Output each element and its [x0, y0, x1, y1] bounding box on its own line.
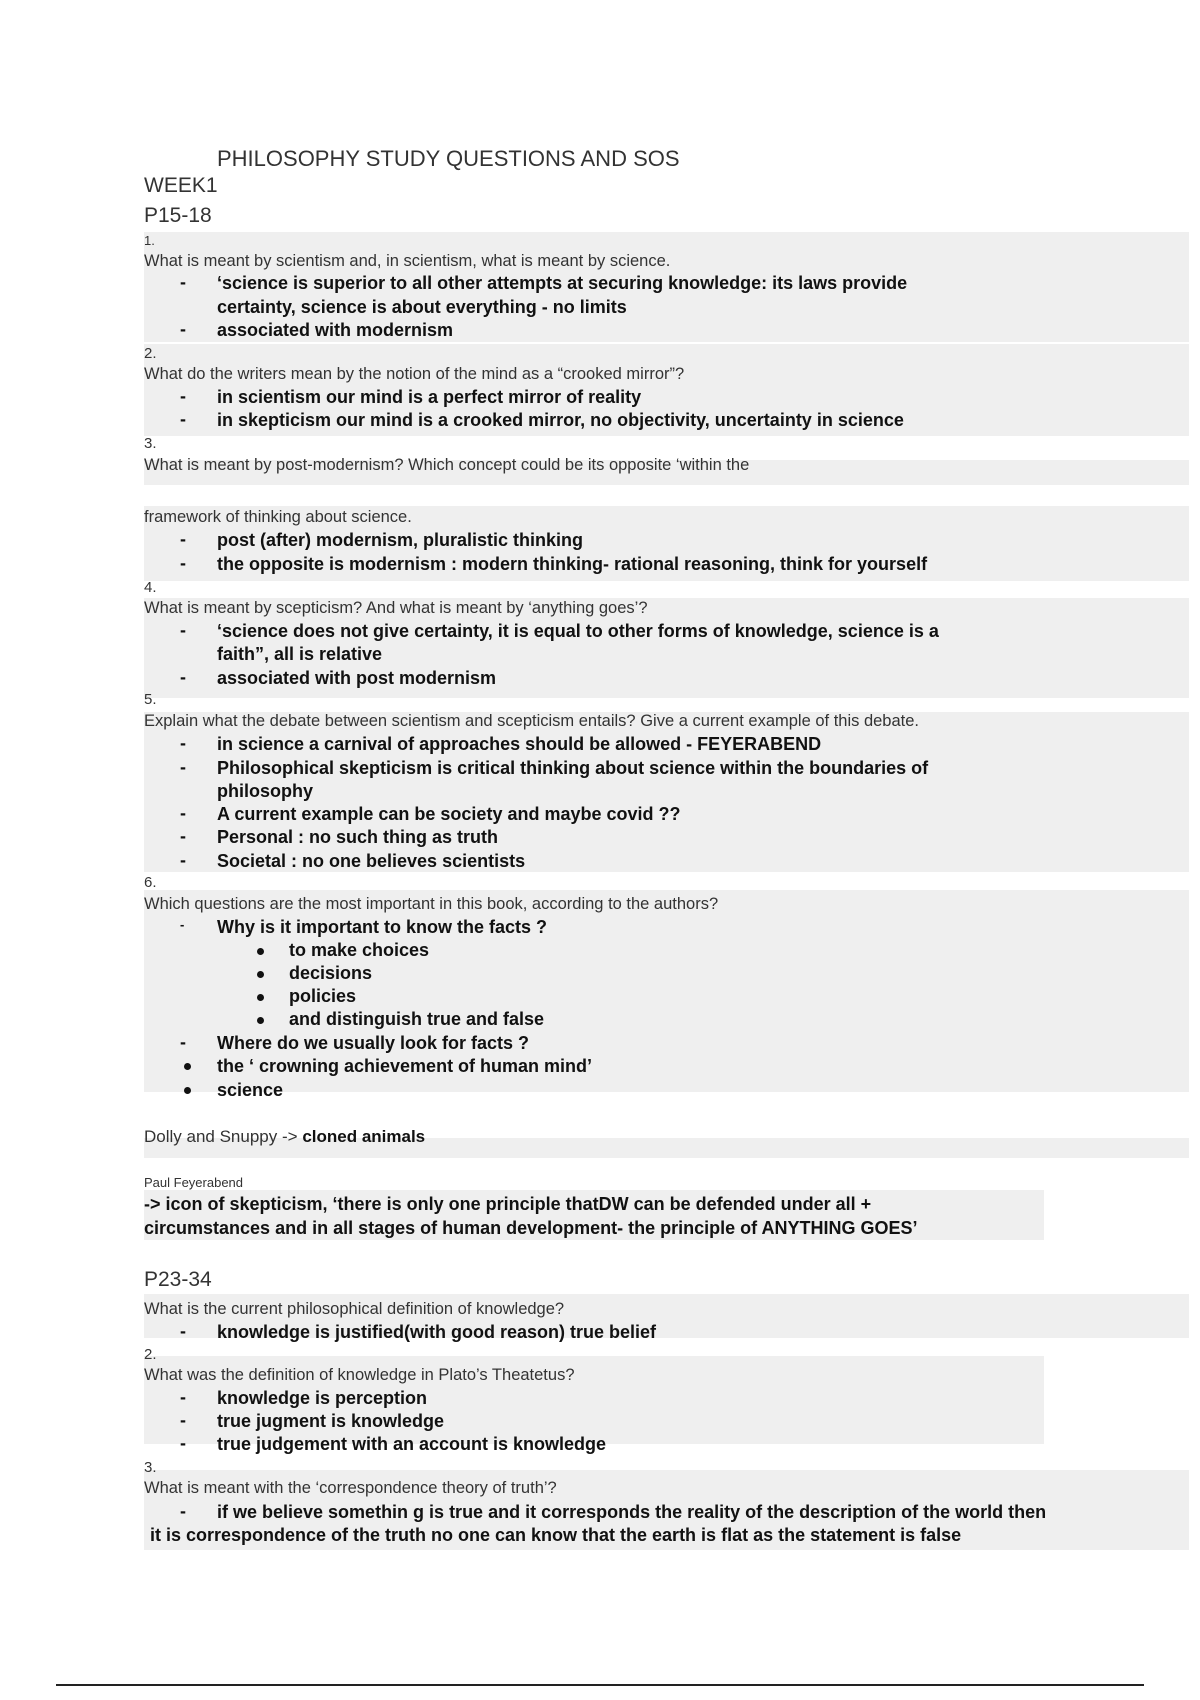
question-text: What is the current philosophical definition of knowledge?	[144, 1300, 565, 1318]
document-title: PHILOSOPHY STUDY QUESTIONS AND SOS	[217, 146, 680, 171]
answer-text: in scientism our mind is a perfect mirror of reality	[217, 387, 642, 407]
dash-marker: -	[180, 733, 186, 753]
question-text: What do the writers mean by the notion of the mind as a “crooked mirror”?	[144, 365, 685, 383]
answer-text: the opposite is modernism : modern thinking- rational reasoning, think for yourself	[217, 554, 928, 574]
question-number: 4.	[144, 579, 157, 596]
answer-text: Philosophical skepticism is critical thinking about science within the boundaries of	[217, 758, 929, 778]
note-bold-text: cloned animals	[302, 1127, 426, 1146]
answer-text: in skepticism our mind is a crooked mirror, no objectivity, uncertainty in science	[217, 410, 904, 430]
question-text: Explain what the debate between scientism and scepticism entails? Give a current example of this debate.	[144, 712, 920, 730]
answer-text: associated with post modernism	[217, 668, 497, 688]
dash-marker: -	[180, 1321, 186, 1341]
feyerabend-quote: -> icon of skepticism, ‘there is only one principle thatDW can be defended under all +	[144, 1194, 872, 1214]
answer-text: Why is it important to know the facts ?	[217, 917, 548, 937]
question-number: 3.	[144, 435, 157, 452]
answer-text: it is correspondence of the truth no one can know that the earth is flat as the statement is false	[150, 1525, 962, 1545]
question-number: 2.	[144, 345, 157, 362]
answer-text: knowledge is perception	[217, 1388, 428, 1408]
dash-marker: -	[180, 272, 186, 292]
question-text: What is meant by post-modernism? Which concept could be its opposite ‘within the	[144, 456, 750, 474]
bullet-marker	[257, 971, 264, 978]
bullet-text: decisions	[289, 963, 373, 983]
dash-marker: -	[180, 386, 186, 406]
answer-text: philosophy	[217, 781, 313, 801]
answer-text: true jugment is knowledge	[217, 1411, 445, 1431]
dash-marker: -	[180, 409, 186, 429]
dash-marker: -	[180, 553, 186, 573]
answer-text: Societal : no one believes scientists	[217, 851, 526, 871]
dash-marker: -	[180, 667, 186, 687]
question-text: framework of thinking about science.	[144, 508, 412, 526]
answer-text: the ‘ crowning achievement of human mind’	[217, 1056, 593, 1076]
answer-text: science	[217, 1080, 284, 1100]
answer-text: Personal : no such thing as truth	[217, 827, 499, 847]
answer-text: Where do we usually look for facts ?	[217, 1033, 530, 1053]
question-number: 1.	[144, 233, 155, 248]
note-plain-text: Dolly and Snuppy ->	[144, 1127, 298, 1146]
dash-marker: -	[180, 319, 186, 339]
dash-marker: -	[180, 1032, 186, 1052]
question-number: 6.	[144, 874, 157, 891]
week-heading: WEEK1	[144, 174, 218, 197]
question-text: What is meant with the ‘correspondence theory of truth’?	[144, 1479, 557, 1497]
question-text: What was the definition of knowledge in Plato’s Theatetus?	[144, 1366, 575, 1384]
dash-marker: -	[180, 757, 186, 777]
footer-rule	[56, 1684, 1144, 1686]
question-text: Which questions are the most important in this book, according to the authors?	[144, 895, 719, 913]
bullet-marker	[257, 994, 264, 1001]
dash-marker: -	[180, 1410, 186, 1430]
bullet-text: policies	[289, 986, 357, 1006]
answer-text: ‘science is superior to all other attempts at securing knowledge: its laws provide	[217, 273, 908, 293]
note-line	[144, 1127, 425, 1147]
answer-text: faith”, all is relative	[217, 644, 383, 664]
section-pages-heading: P15-18	[144, 204, 212, 227]
bullet-marker	[257, 948, 264, 955]
dash-marker: -	[180, 1433, 186, 1453]
answer-text: in science a carnival of approaches should be allowed - FEYERABEND	[217, 734, 822, 754]
dash-marker: -	[180, 917, 185, 932]
dash-marker: -	[180, 620, 186, 640]
bullet-marker	[184, 1087, 191, 1094]
bullet-text: to make choices	[289, 940, 430, 960]
dash-marker: -	[180, 826, 186, 846]
question-text: What is meant by scepticism? And what is meant by ‘anything goes’?	[144, 599, 648, 617]
dash-marker: -	[180, 803, 186, 823]
dash-marker: -	[180, 850, 186, 870]
question-text: What is meant by scientism and, in scientism, what is meant by science.	[144, 252, 671, 270]
answer-text: ‘science does not give certainty, it is equal to other forms of knowledge, science is a	[217, 621, 939, 641]
answer-text: true judgement with an account is knowledge	[217, 1434, 607, 1454]
answer-text: knowledge is justified(with good reason) true belief	[217, 1322, 657, 1342]
section-pages-heading: P23-34	[144, 1268, 212, 1291]
feyerabend-label: Paul Feyerabend	[144, 1175, 244, 1190]
question-number: 5.	[144, 691, 157, 708]
answer-text: associated with modernism	[217, 320, 454, 340]
bullet-marker	[184, 1063, 191, 1070]
dash-marker: -	[180, 1501, 186, 1521]
answer-text: certainty, science is about everything - no limits	[217, 297, 627, 317]
answer-text: A current example can be society and maybe covid ??	[217, 804, 681, 824]
question-number: 3.	[144, 1459, 157, 1476]
bullet-marker	[257, 1017, 264, 1024]
answer-text: if we believe somethin g is true and it corresponds the reality of the description of the world then	[217, 1502, 1047, 1522]
answer-text: post (after) modernism, pluralistic thinking	[217, 530, 584, 550]
dash-marker: -	[180, 529, 186, 549]
question-number: 2.	[144, 1346, 157, 1363]
dash-marker: -	[180, 1387, 186, 1407]
bullet-text: and distinguish true and false	[289, 1009, 545, 1029]
feyerabend-quote: circumstances and in all stages of human development- the principle of ANYTHING GOES’	[144, 1218, 918, 1238]
